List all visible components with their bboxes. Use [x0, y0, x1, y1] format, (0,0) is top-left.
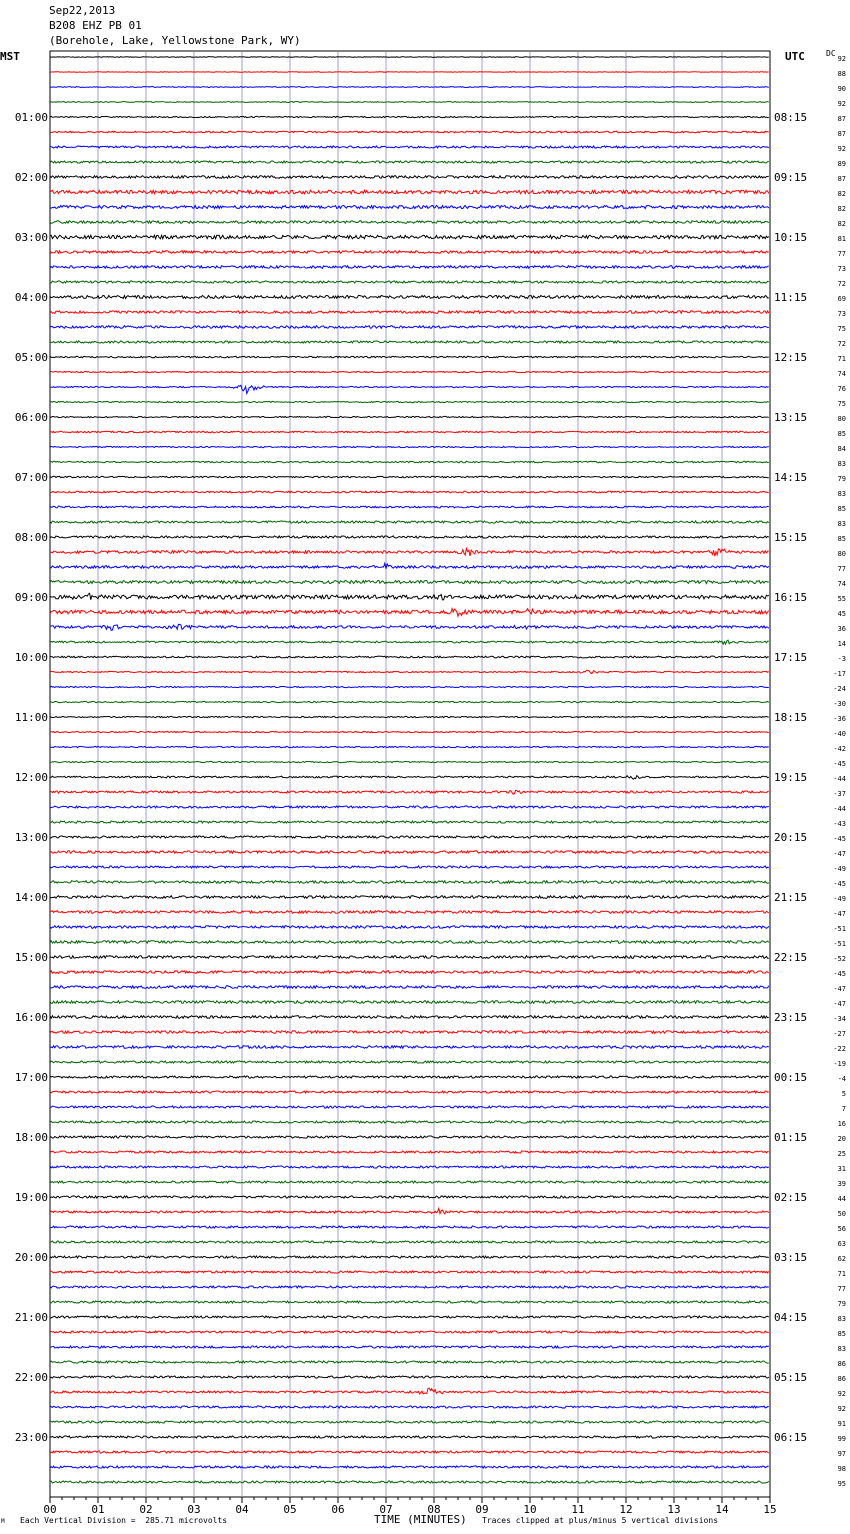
- trace-row: [50, 986, 769, 989]
- right-hour-label: 11:15: [774, 291, 808, 304]
- trace-row: [50, 1016, 769, 1019]
- right-hour-label: 04:15: [774, 1311, 808, 1324]
- dc-value: 86: [837, 1360, 846, 1368]
- right-hour-label: 08:15: [774, 111, 808, 124]
- trace-row: [50, 1046, 769, 1049]
- left-hour-label: 02:00: [14, 171, 48, 184]
- trace-row: [50, 87, 769, 88]
- trace-row: [50, 431, 769, 433]
- dc-value: -51: [833, 925, 846, 933]
- dc-value: 92: [837, 1390, 846, 1398]
- trace-row: [50, 563, 769, 568]
- trace-row: [50, 356, 769, 358]
- trace-row: [50, 881, 769, 884]
- dc-value: 75: [837, 325, 846, 333]
- dc-value: 83: [837, 1315, 846, 1323]
- dc-value: 76: [837, 385, 846, 393]
- dc-value: 83: [837, 490, 846, 498]
- right-hour-label: 18:15: [774, 711, 808, 724]
- trace-row: [50, 281, 769, 283]
- trace-row: [50, 446, 769, 447]
- trace-row: [50, 701, 769, 702]
- trace-row: [50, 761, 769, 762]
- dc-value: 75: [837, 400, 846, 408]
- x-tick-label: 13: [667, 1503, 681, 1516]
- dc-value: -45: [833, 970, 846, 978]
- dc-value: 31: [837, 1165, 846, 1173]
- chart-station: B208 EHZ PB 01: [49, 19, 142, 32]
- right-hour-label: 10:15: [774, 231, 808, 244]
- trace-row: [50, 476, 769, 478]
- trace-row: [50, 1196, 769, 1198]
- dc-value: 97: [837, 1450, 846, 1458]
- trace-row: [50, 72, 769, 73]
- trace-row: [50, 311, 769, 314]
- dc-value: 25: [837, 1150, 846, 1158]
- trace-row: [50, 1421, 769, 1423]
- dc-value: 91: [837, 1420, 846, 1428]
- trace-row: [50, 295, 769, 298]
- trace-row: [50, 971, 769, 974]
- trace-row: [50, 536, 769, 538]
- trace-row: [50, 941, 769, 944]
- dc-value: 86: [837, 1375, 846, 1383]
- dc-value: -45: [833, 880, 846, 888]
- trace-row: [50, 1271, 769, 1273]
- dc-value: 69: [837, 295, 846, 303]
- trace-row: [50, 1091, 769, 1093]
- trace-row: [50, 341, 769, 343]
- x-tick-label: 08: [427, 1503, 441, 1516]
- corner-mark: M: [1, 1518, 5, 1525]
- trace-row: [50, 1286, 769, 1288]
- trace-row: [50, 593, 769, 600]
- dc-value: -3: [837, 655, 846, 663]
- dc-value: 7: [841, 1105, 846, 1113]
- left-hour-label: 12:00: [14, 771, 48, 784]
- right-hour-label: 13:15: [774, 411, 808, 424]
- dc-value: 77: [837, 1285, 846, 1293]
- trace-row: [50, 1106, 769, 1108]
- dc-value: 77: [837, 565, 846, 573]
- dc-value: -40: [833, 730, 846, 738]
- trace-row: [50, 731, 769, 732]
- trace-row: [50, 1346, 769, 1348]
- dc-value: 87: [837, 175, 846, 183]
- dc-value: -52: [833, 955, 846, 963]
- trace-row: [50, 836, 769, 838]
- left-hour-label: 10:00: [14, 651, 48, 664]
- left-hour-label: 16:00: [14, 1011, 48, 1024]
- dc-value: 81: [837, 235, 846, 243]
- trace-row: [50, 1466, 769, 1468]
- trace-row: [50, 1121, 769, 1123]
- dc-value: 79: [837, 1300, 846, 1308]
- trace-row: [50, 716, 769, 717]
- dc-value: -49: [833, 895, 846, 903]
- chart-date: Sep22,2013: [49, 4, 116, 17]
- left-hour-label: 06:00: [14, 411, 48, 424]
- dc-value: -37: [833, 790, 846, 798]
- left-timezone-label: MST: [0, 50, 20, 63]
- trace-row: [50, 746, 769, 747]
- dc-value: -30: [833, 700, 846, 708]
- right-hour-label: 17:15: [774, 651, 808, 664]
- dc-value: -34: [833, 1015, 846, 1023]
- dc-value: 83: [837, 1345, 846, 1353]
- trace-row: [50, 851, 769, 854]
- dc-value: -47: [833, 910, 846, 918]
- trace-row: [50, 1388, 769, 1394]
- trace-row: [50, 1181, 769, 1183]
- x-tick-label: 07: [379, 1503, 393, 1516]
- dc-value: 82: [837, 205, 846, 213]
- right-hour-label: 05:15: [774, 1371, 808, 1384]
- right-hour-label: 09:15: [774, 171, 808, 184]
- trace-row: [50, 790, 769, 794]
- dc-value: 82: [837, 220, 846, 228]
- trace-row: [50, 131, 769, 133]
- left-hour-label: 05:00: [14, 351, 48, 364]
- dc-value: -36: [833, 715, 846, 723]
- dc-value: 77: [837, 250, 846, 258]
- dc-value: -27: [833, 1030, 846, 1038]
- right-hour-label: 16:15: [774, 591, 808, 604]
- dc-value: -45: [833, 835, 846, 843]
- trace-row: [50, 1208, 769, 1214]
- trace-row: [50, 1031, 769, 1034]
- dc-value: 20: [837, 1135, 846, 1143]
- dc-value: 99: [837, 1435, 846, 1443]
- trace-row: [50, 956, 769, 959]
- left-hour-label: 22:00: [14, 1371, 48, 1384]
- trace-row: [50, 371, 769, 372]
- trace-row: [50, 116, 769, 117]
- dc-value: -17: [833, 670, 846, 678]
- dc-value: 80: [837, 550, 846, 558]
- dc-value: 79: [837, 475, 846, 483]
- right-timezone-label: UTC: [785, 50, 805, 63]
- x-tick-label: 12: [619, 1503, 633, 1516]
- right-hour-label: 12:15: [774, 351, 808, 364]
- dc-value: 44: [837, 1195, 846, 1203]
- right-hour-label: 03:15: [774, 1251, 808, 1264]
- left-hour-label: 19:00: [14, 1191, 48, 1204]
- dc-value: 5: [841, 1090, 846, 1098]
- trace-row: [50, 266, 769, 269]
- dc-value: 92: [837, 55, 846, 63]
- left-hour-label: 17:00: [14, 1071, 48, 1084]
- left-hour-label: 08:00: [14, 531, 48, 544]
- trace-row: [50, 176, 769, 179]
- trace-row: [50, 416, 769, 417]
- trace-row: [50, 1166, 769, 1168]
- left-hour-label: 03:00: [14, 231, 48, 244]
- trace-row: [50, 461, 769, 463]
- dc-value: -4: [837, 1075, 846, 1083]
- x-tick-label: 01: [91, 1503, 105, 1516]
- dc-label: DC: [826, 49, 836, 58]
- trace-row: [50, 190, 769, 194]
- dc-value: -47: [833, 850, 846, 858]
- trace-row: [50, 1301, 769, 1303]
- trace-row: [50, 806, 769, 808]
- x-tick-label: 04: [235, 1503, 249, 1516]
- x-tick-label: 09: [475, 1503, 489, 1516]
- left-hour-label: 11:00: [14, 711, 48, 724]
- trace-row: [50, 491, 769, 493]
- right-hour-label: 23:15: [774, 1011, 808, 1024]
- dc-value: 63: [837, 1240, 846, 1248]
- dc-value: 39: [837, 1180, 846, 1188]
- trace-row: [50, 251, 769, 254]
- dc-value: 71: [837, 1270, 846, 1278]
- dc-value: 92: [837, 145, 846, 153]
- dc-value: 95: [837, 1480, 846, 1488]
- trace-row: [50, 1436, 769, 1438]
- right-hour-label: 15:15: [774, 531, 808, 544]
- trace-row: [50, 102, 769, 103]
- trace-row: [50, 609, 769, 617]
- trace-row: [50, 161, 769, 163]
- dc-value: -49: [833, 865, 846, 873]
- trace-row: [50, 506, 769, 508]
- dc-value: 90: [837, 85, 846, 93]
- trace-row: [50, 776, 769, 780]
- dc-value: 85: [837, 505, 846, 513]
- dc-value: -44: [833, 805, 846, 813]
- left-hour-label: 04:00: [14, 291, 48, 304]
- x-tick-label: 02: [139, 1503, 153, 1516]
- trace-row: [50, 1361, 769, 1363]
- trace-row: [50, 1151, 769, 1153]
- left-hour-label: 09:00: [14, 591, 48, 604]
- trace-row: [50, 385, 769, 393]
- x-axis-label: TIME (MINUTES): [374, 1513, 467, 1526]
- trace-row: [50, 1316, 769, 1318]
- dc-value: -42: [833, 745, 846, 753]
- dc-value: 73: [837, 265, 846, 273]
- left-hour-label: 23:00: [14, 1431, 48, 1444]
- trace-row: [50, 1226, 769, 1228]
- trace-row: [50, 521, 769, 523]
- dc-value: 72: [837, 280, 846, 288]
- x-tick-label: 11: [571, 1503, 585, 1516]
- dc-value: 50: [837, 1210, 846, 1218]
- dc-value: 72: [837, 340, 846, 348]
- chart-location: (Borehole, Lake, Yellowstone Park, WY): [49, 34, 301, 47]
- dc-value: 89: [837, 160, 846, 168]
- left-hour-label: 20:00: [14, 1251, 48, 1264]
- trace-row: [50, 146, 769, 148]
- trace-row: [50, 1481, 769, 1483]
- left-hour-label: 21:00: [14, 1311, 48, 1324]
- dc-value: 85: [837, 430, 846, 438]
- trace-row: [50, 1001, 769, 1004]
- left-hour-label: 13:00: [14, 831, 48, 844]
- dc-value: 80: [837, 415, 846, 423]
- trace-row: [50, 205, 769, 208]
- dc-value: 87: [837, 130, 846, 138]
- trace-row: [50, 326, 769, 329]
- dc-value: 45: [837, 610, 846, 618]
- dc-value: 83: [837, 460, 846, 468]
- trace-row: [50, 821, 769, 823]
- trace-row: [50, 580, 769, 583]
- right-hour-label: 20:15: [774, 831, 808, 844]
- trace-row: [50, 1256, 769, 1258]
- dc-value: -51: [833, 940, 846, 948]
- trace-row: [50, 896, 769, 899]
- dc-value: -45: [833, 760, 846, 768]
- trace-row: [50, 401, 769, 402]
- left-hour-label: 18:00: [14, 1131, 48, 1144]
- right-hour-label: 02:15: [774, 1191, 808, 1204]
- dc-value: 36: [837, 625, 846, 633]
- right-hour-label: 00:15: [774, 1071, 808, 1084]
- clip-note: Traces clipped at plus/minus 5 vertical divisions: [482, 1516, 719, 1525]
- trace-row: [50, 235, 769, 238]
- dc-value: -24: [833, 685, 846, 693]
- right-hour-label: 06:15: [774, 1431, 808, 1444]
- left-hour-label: 14:00: [14, 891, 48, 904]
- dc-value: -44: [833, 775, 846, 783]
- dc-value: 85: [837, 1330, 846, 1338]
- trace-row: [50, 1451, 769, 1453]
- right-hour-label: 01:15: [774, 1131, 808, 1144]
- trace-row: [50, 640, 769, 644]
- dc-value: -43: [833, 820, 846, 828]
- trace-row: [50, 656, 769, 658]
- trace-row: [50, 1406, 769, 1408]
- dc-value: 85: [837, 535, 846, 543]
- dc-value: 92: [837, 1405, 846, 1413]
- dc-value: -22: [833, 1045, 846, 1053]
- trace-row: [50, 1376, 769, 1378]
- trace-row: [50, 1331, 769, 1333]
- trace-row: [50, 911, 769, 914]
- dc-value: 88: [837, 70, 846, 78]
- dc-value: 74: [837, 370, 846, 378]
- left-hour-label: 07:00: [14, 471, 48, 484]
- left-hour-label: 01:00: [14, 111, 48, 124]
- dc-value: 84: [837, 445, 846, 453]
- trace-row: [50, 866, 769, 868]
- dc-value: 82: [837, 190, 846, 198]
- trace-row: [50, 1076, 769, 1078]
- trace-row: [50, 57, 769, 58]
- dc-value: -19: [833, 1060, 846, 1068]
- dc-value: 74: [837, 580, 846, 588]
- dc-value: 87: [837, 115, 846, 123]
- x-tick-label: 05: [283, 1503, 297, 1516]
- vertical-division-note: Each Vertical Division = 285.71 microvolts: [20, 1516, 228, 1525]
- dc-value: 98: [837, 1465, 846, 1473]
- x-tick-label: 03: [187, 1503, 201, 1516]
- left-hour-label: 15:00: [14, 951, 48, 964]
- dc-value: 55: [837, 595, 846, 603]
- right-hour-label: 14:15: [774, 471, 808, 484]
- dc-value: 16: [837, 1120, 846, 1128]
- x-tick-label: 14: [715, 1503, 729, 1516]
- trace-row: [50, 926, 769, 929]
- trace-row: [50, 1061, 769, 1063]
- dc-value: -47: [833, 1000, 846, 1008]
- trace-row: [50, 670, 769, 673]
- dc-value: 14: [837, 640, 846, 648]
- x-tick-label: 10: [523, 1503, 537, 1516]
- dc-value: 73: [837, 310, 846, 318]
- x-tick-label: 06: [331, 1503, 345, 1516]
- trace-row: [50, 1241, 769, 1243]
- dc-value: -47: [833, 985, 846, 993]
- trace-row: [50, 221, 769, 224]
- dc-value: 62: [837, 1255, 846, 1263]
- dc-value: 92: [837, 100, 846, 108]
- trace-row: [50, 548, 769, 556]
- dc-value: 71: [837, 355, 846, 363]
- x-tick-label: 15: [763, 1503, 777, 1516]
- right-hour-label: 19:15: [774, 771, 808, 784]
- dc-value: 56: [837, 1225, 846, 1233]
- trace-row: [50, 686, 769, 687]
- right-hour-label: 22:15: [774, 951, 808, 964]
- trace-row: [50, 624, 769, 630]
- trace-row: [50, 1136, 769, 1138]
- x-tick-label: 00: [43, 1503, 57, 1516]
- right-hour-label: 21:15: [774, 891, 808, 904]
- dc-value: 83: [837, 520, 846, 528]
